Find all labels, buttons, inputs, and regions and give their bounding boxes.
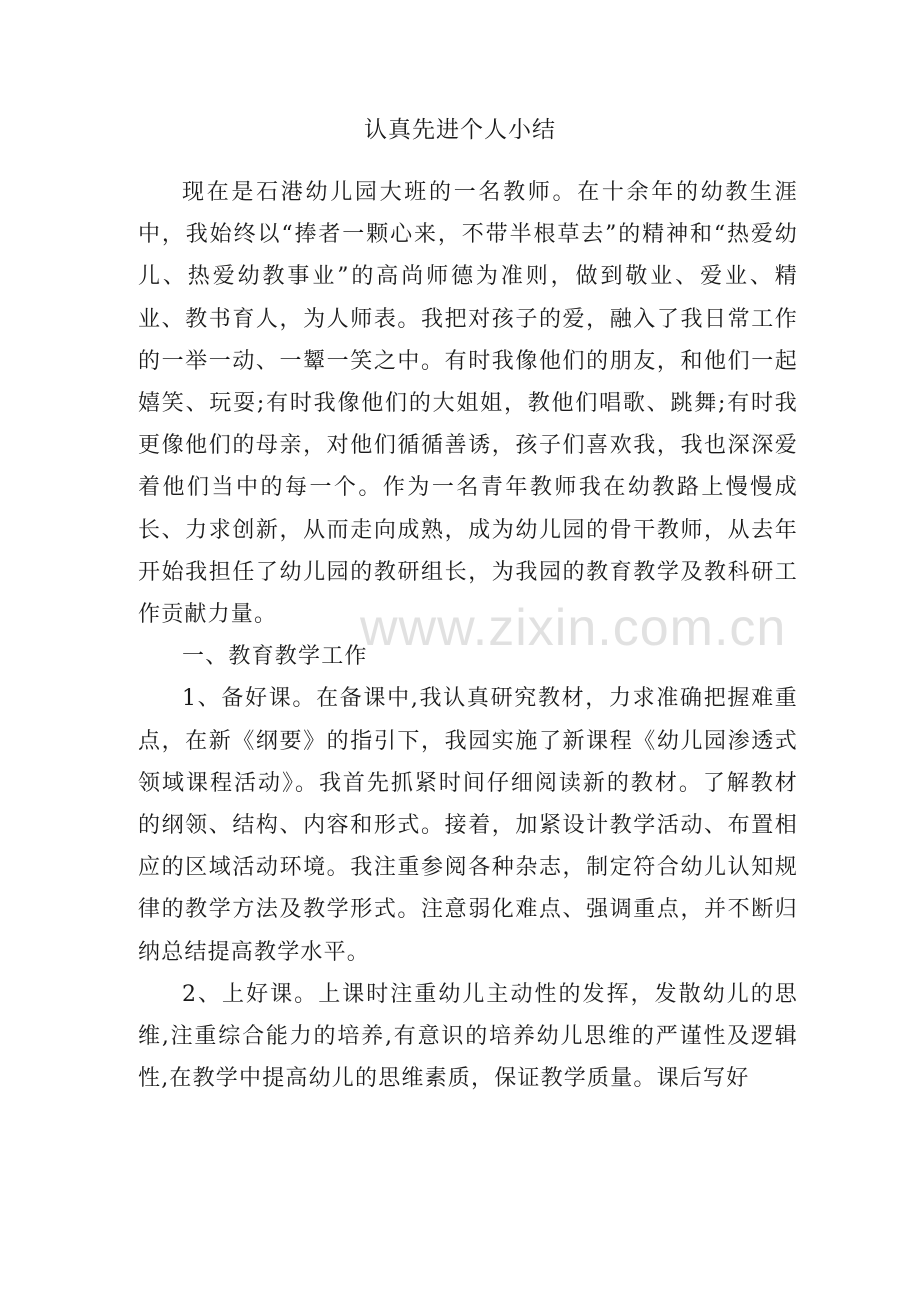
document-title: 认真先进个人小结 — [364, 117, 556, 143]
paragraph-intro: 现在是石港幼儿园大班的一名教师。在十余年的幼教生涯中，我始终以“捧者一颗心来，不带半根草去”的精神和“热爱幼儿、热爱幼教事业”的高尚师德为准则，做到敬业、爱业、精业、教书育人，为人师表。我把对孩子的爱，融入了我日常工作的一举一动、一颦一笑之中。有时我像他们的朋友，和他们一起嬉笑、玩耍;有时我像他们的大姐姐，教他们唱歌、跳舞;有时我更像他们的母亲，对他们循循善诱，孩子们喜欢我，我也深深爱着他们当中的每一个。作为一名青年教师我在幼教路上慢慢成长、力求创新，从而走向成熟，成为幼儿园的骨干教师，从去年开始我担任了幼儿园的教研组长，为我园的教育教学及教科研工作贡献力量。 — [138, 180, 798, 628]
site-watermark: www.zixin.com.cn — [360, 599, 787, 657]
paragraph-lesson-prep: 1、备好课。在备课中,我认真研究教材，力求准确把握难重点，在新《纲要》的指引下，我园实施了新课程《幼儿园渗透式领域课程活动》。我首先抓紧时间仔细阅读新的教材。了解教材的纲领、结构、内容和形式。接着，加紧设计教学活动、布置相应的区域活动环境。我注重参阅各种杂志，制定符合幼儿认知规律的教学方法及教学形式。注意弱化难点、强调重点，并不断归纳总结提高教学水平。 — [138, 686, 798, 965]
section-heading-teaching: 一、教育教学工作 — [182, 644, 368, 670]
document-body — [138, 172, 798, 1100]
paragraph-lesson-teaching: 2、上好课。上课时注重幼儿主动性的发挥，发散幼儿的思维,注重综合能力的培养,有意识的培养幼儿思维的严谨性及逻辑性,在教学中提高幼儿的思维素质，保证教学质量。课后写好 — [138, 981, 798, 1092]
